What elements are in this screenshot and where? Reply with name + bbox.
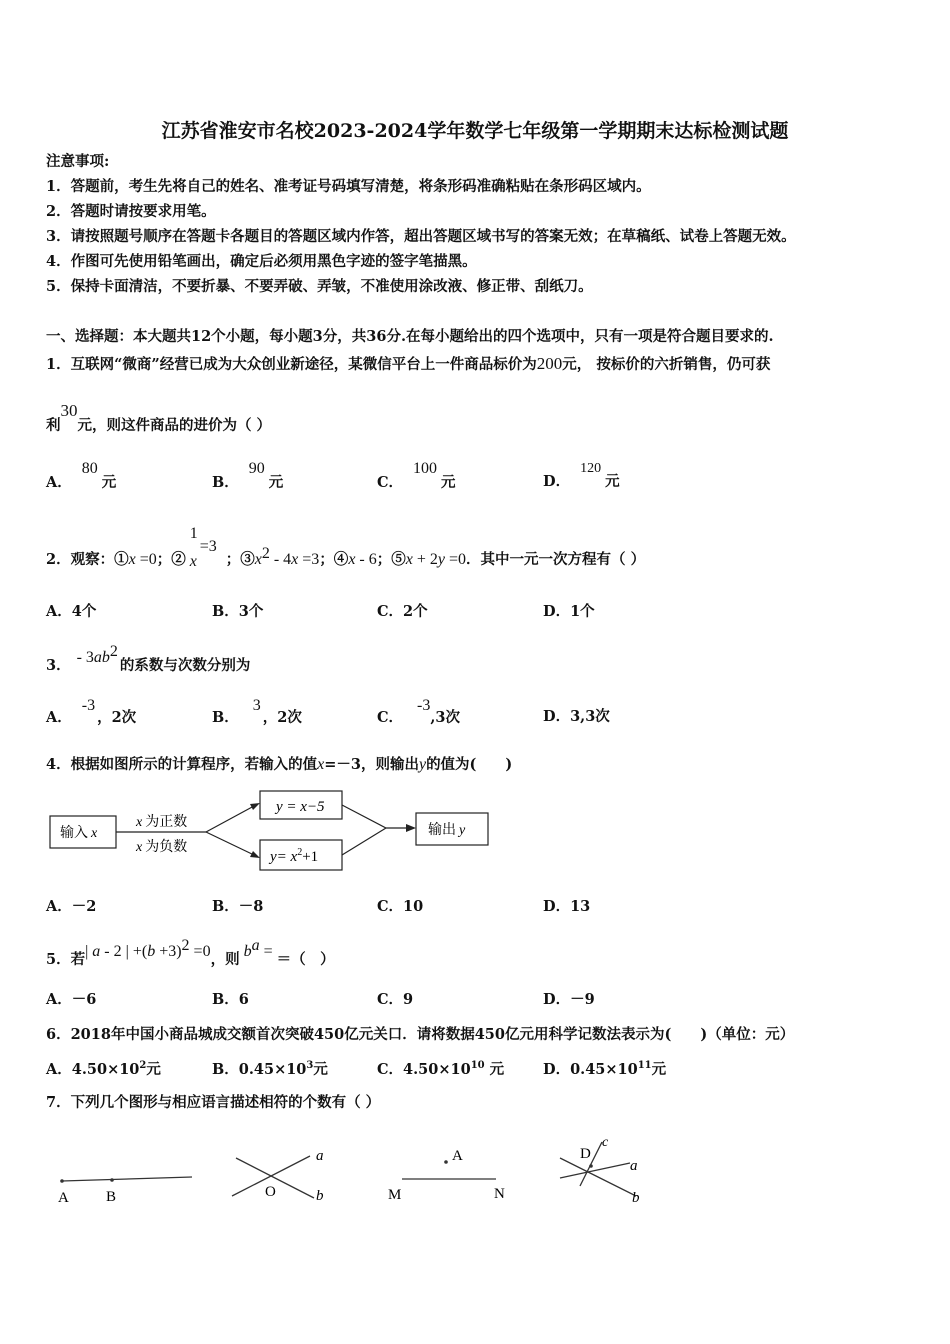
flow-formula-negative: $y= x^2+1$ <box>270 847 319 865</box>
svg-text:a: a <box>630 1158 638 1174</box>
question-7: 7．下列几个图形与相应语言描述相符的个数有（ ） <box>46 1094 381 1111</box>
question-4: 4．根据如图所示的计算程序，若输入的值x=－3，则输出y的值为( ) <box>46 756 513 773</box>
section-heading: 一、选择题：本大题共12个小题，每小题3分，共36分.在每小题给出的四个选项中，只有一项是符合题目要求的. <box>46 328 774 345</box>
q6-option-b[interactable]: B．$0.45\times 10^3$元 <box>212 1060 328 1078</box>
question-3: 3． - $3ab^2$的系数与次数分别为 <box>46 643 251 674</box>
svg-text:A: A <box>58 1190 69 1206</box>
svg-text:c: c <box>602 1135 609 1150</box>
figure-three-lines <box>560 1135 640 1206</box>
q3-option-d[interactable]: D．3,3次 <box>543 708 610 725</box>
q1-option-c[interactable]: C．100元 <box>377 460 456 491</box>
figure-point-off-line <box>388 1148 505 1203</box>
q6-option-c[interactable]: C．$4.50\times 10^{10}$ 元 <box>377 1060 505 1078</box>
q4-option-c[interactable]: C．10 <box>377 898 424 915</box>
flow-formula-positive: y = x−5 <box>276 799 325 815</box>
geometry-figures <box>40 1130 680 1210</box>
figure-intersecting-lines <box>232 1148 324 1204</box>
notice-item: 4．作图可先使用铅笔画出，确定后必须用黑色字迹的签字笔描黑。 <box>46 253 477 270</box>
notice-item: 3．请按照题号顺序在答题卡各题目的答题区域内作答，超出答题区域书写的答案无效；在草稿纸、试卷上答题无效。 <box>46 228 796 245</box>
q6-option-a[interactable]: A．$4.50\times 10^2$元 <box>46 1060 161 1078</box>
q2-option-d[interactable]: D．1个 <box>543 603 595 620</box>
svg-text:O: O <box>265 1184 276 1200</box>
svg-text:N: N <box>494 1186 505 1202</box>
notice-item: 2．答题时请按要求用笔。 <box>46 203 216 220</box>
flowchart-diagram <box>46 788 496 872</box>
q5-option-a[interactable]: A．－6 <box>46 991 97 1008</box>
q4-option-a[interactable]: A．－2 <box>46 898 97 915</box>
q2-option-b[interactable]: B．3个 <box>212 603 264 620</box>
q6-option-d[interactable]: D．$0.45\times 10^{11}$元 <box>543 1060 667 1078</box>
q5-option-d[interactable]: D．－9 <box>543 991 595 1008</box>
q5-option-b[interactable]: B．6 <box>212 991 249 1008</box>
svg-text:a: a <box>316 1148 324 1164</box>
notice-heading: 注意事项: <box>46 153 110 170</box>
flow-input-label: 输入 x <box>60 825 98 841</box>
q1-price: 200 <box>536 354 563 373</box>
q2-option-c[interactable]: C．2个 <box>377 603 428 620</box>
q1-option-a[interactable]: A．80元 <box>46 460 117 491</box>
svg-text:b: b <box>316 1188 324 1204</box>
q1-profit: 30 <box>60 401 78 420</box>
figure-ray-ab <box>58 1177 192 1206</box>
question-5: 5．若| a - 2 | $+(b +3)^2 =0$，则 $b^a$ = ＝（ ） <box>46 937 335 968</box>
q4-option-b[interactable]: B．－8 <box>212 898 264 915</box>
question-6: 6．2018年中国小商品城成交额首次突破450亿元关口．请将数据450亿元用科学记数法表示为( )（单位：元） <box>46 1026 795 1043</box>
q3-option-c[interactable]: C．-3,3次 <box>377 697 461 726</box>
svg-text:b: b <box>632 1190 640 1206</box>
svg-text:A: A <box>452 1148 463 1164</box>
question-1-line1: 1．互联网“微商”经营已成为大众创业新途径，某微信平台上一件商品标价为200元， 按标价的六折销售，仍可获 <box>46 354 771 373</box>
notice-item: 5．保持卡面清洁，不要折暴、不要弄破、弄皱，不准使用涂改液、修正带、刮纸刀。 <box>46 278 593 295</box>
q5-option-c[interactable]: C．9 <box>377 991 414 1008</box>
q4-option-d[interactable]: D．13 <box>543 898 591 915</box>
notice-item: 1．答题前，考生先将自己的姓名、准考证号码填写清楚，将条形码准确粘贴在条形码区域内。 <box>46 178 651 195</box>
flow-cond-positive: x 为正数 <box>136 814 188 830</box>
question-2: 2．观察：①x =0；② 1 x =3 ；$③x^2 - 4x =3$；④x - 6；⑤x + 2y =0．其中一元一次方程有（ ） <box>46 524 646 570</box>
q1-option-d[interactable]: D．120元 <box>543 461 620 490</box>
svg-text:M: M <box>388 1187 402 1203</box>
svg-text:D: D <box>580 1146 591 1162</box>
flow-cond-negative: x 为负数 <box>136 839 188 855</box>
q3-option-a[interactable]: A．-3，2次 <box>46 697 137 726</box>
page-title: 江苏省淮安市名校2023-2024学年数学七年级第一学期期末达标检测试题 <box>161 120 789 142</box>
flow-output-label: 输出 y <box>428 822 466 838</box>
q3-option-b[interactable]: B．3，2次 <box>212 697 302 726</box>
q2-option-a[interactable]: A．4个 <box>46 603 97 620</box>
svg-text:B: B <box>106 1189 117 1205</box>
q1-option-b[interactable]: B．90元 <box>212 460 284 491</box>
question-1-line2: 利30元，则这件商品的进价为（ ） <box>46 401 272 434</box>
